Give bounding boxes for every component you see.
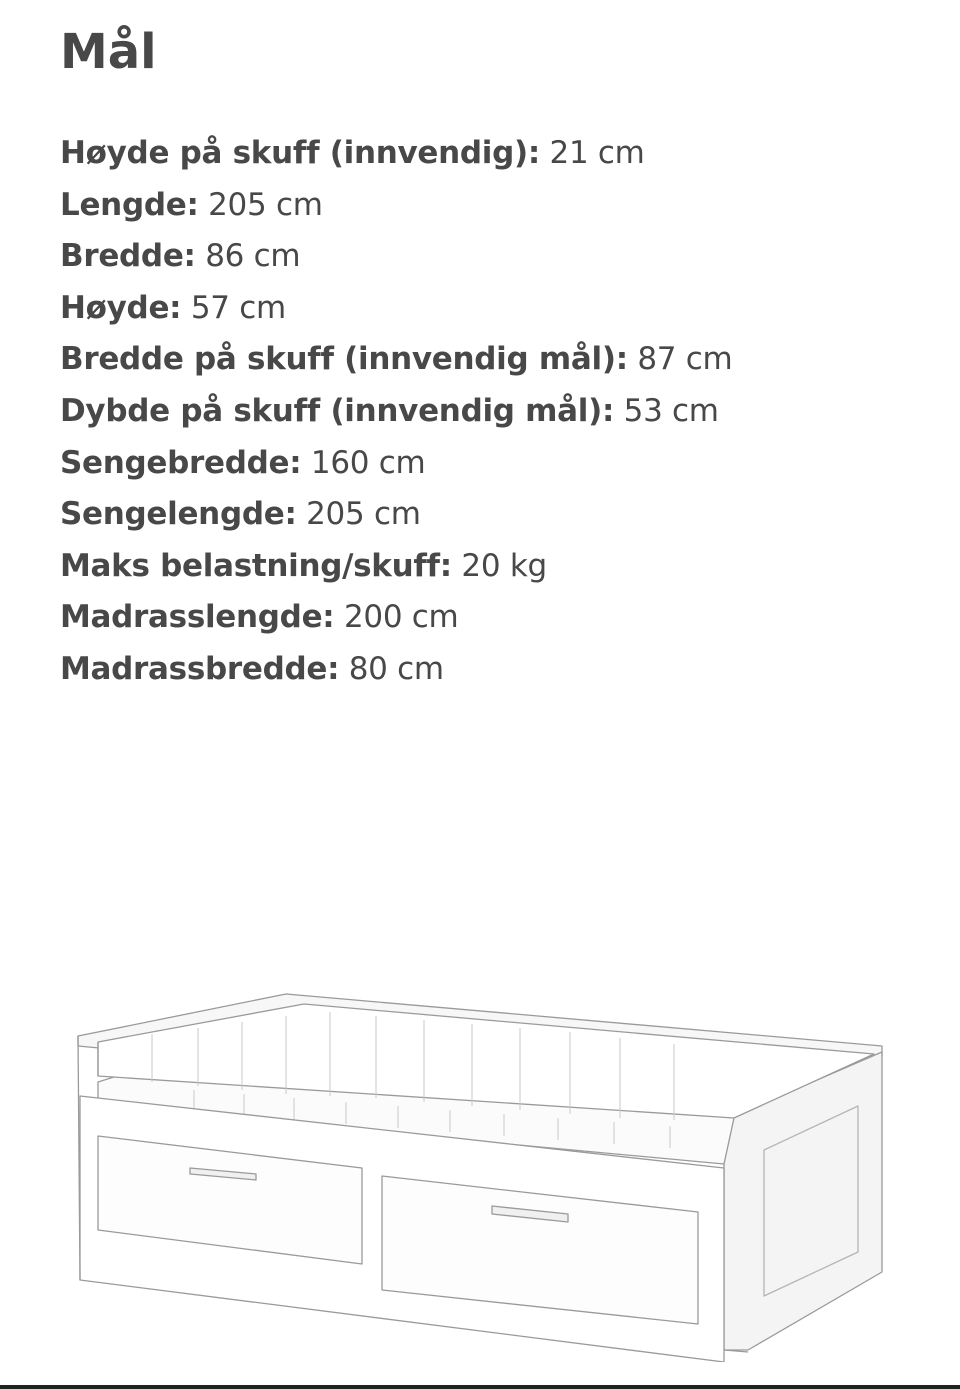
dimension-list [60,128,732,696]
spec-row-drawer-width [60,334,732,386]
spec-value: 80 cm [348,650,444,687]
spec-row-length [60,180,732,232]
spec-label: Maks belastning/skuff: [60,547,452,584]
spec-value: 86 cm [205,238,301,275]
spec-label: Lengde: [60,186,199,223]
spec-row-mattress-length [60,592,732,644]
spec-label: Madrasslengde: [60,599,335,636]
spec-label: Madrassbredde: [60,650,340,687]
spec-value: 160 cm [310,444,426,481]
spec-label: Bredde: [60,238,196,275]
spec-value: 53 cm [623,392,719,429]
spec-value: 205 cm [306,496,421,533]
spec-label: Sengebredde: [60,444,302,481]
page-title: Mål [60,24,157,80]
spec-row-height [60,283,732,335]
spec-value: 21 cm [549,135,645,171]
spec-label: Høyde: [60,289,182,326]
spec-row-drawer-height [60,128,732,180]
spec-value: 57 cm [190,289,286,326]
spec-value: 20 kg [461,547,547,584]
spec-row-drawer-depth [60,386,732,438]
spec-row-width [60,231,732,283]
daybed-illustration [74,990,886,1362]
spec-label: Sengelengde: [60,496,297,533]
spec-row-mattress-width [60,644,732,696]
spec-row-bed-length [60,489,732,541]
bottom-divider [0,1385,960,1389]
spec-value: 200 cm [343,599,459,636]
spec-value: 205 cm [208,186,323,223]
spec-label: Høyde på skuff (innvendig): [60,135,540,171]
spec-label: Dybde på skuff (innvendig mål): [60,392,615,429]
spec-label: Bredde på skuff (innvendig mål): [60,341,628,378]
spec-value: 87 cm [637,341,733,378]
spec-row-bed-width [60,438,732,490]
spec-row-max-load [60,541,732,593]
